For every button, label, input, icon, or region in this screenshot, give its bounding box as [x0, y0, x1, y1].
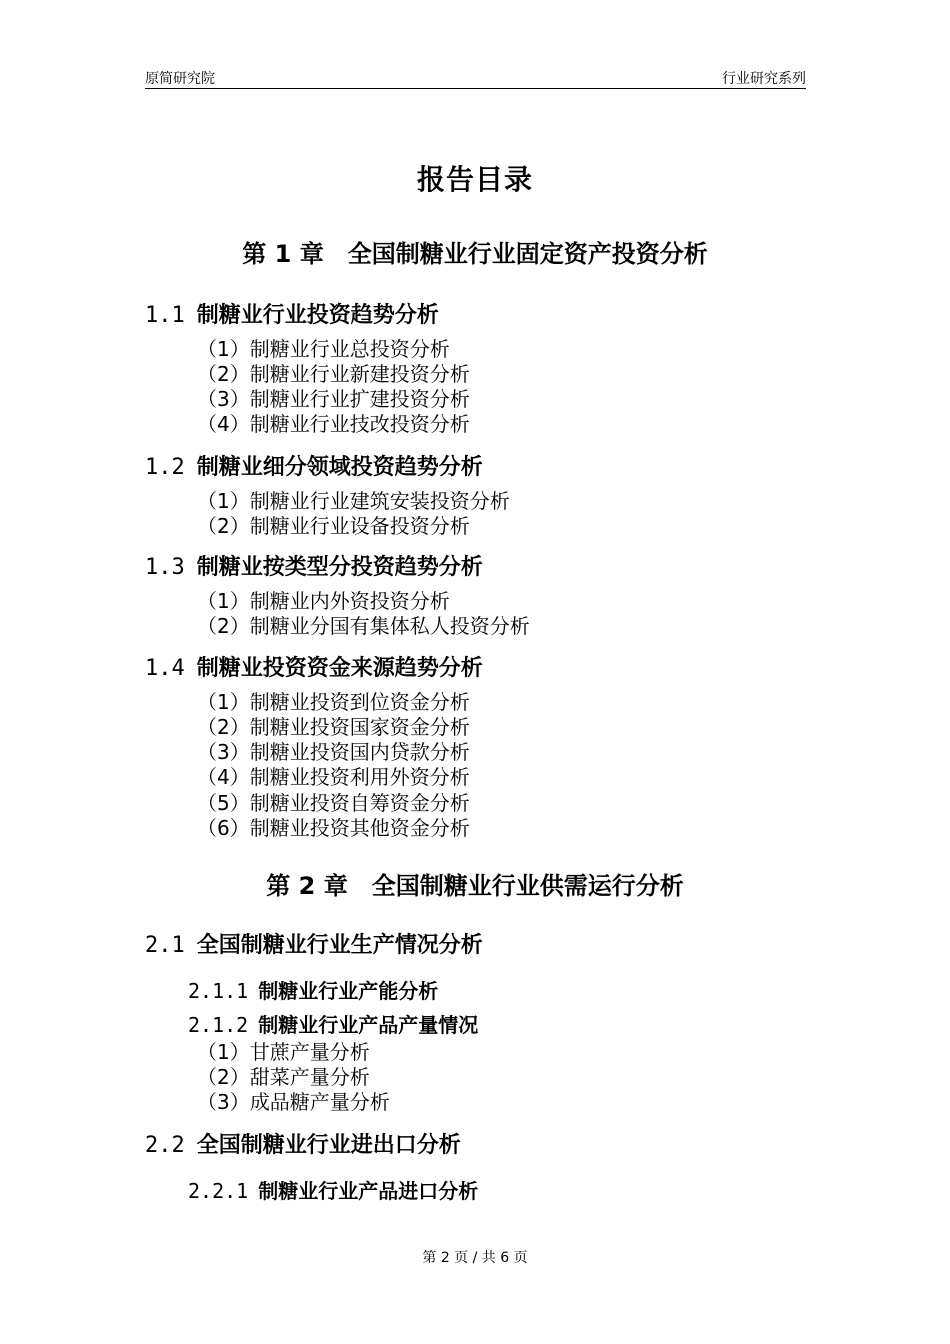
section-title: 全国制糖业行业进出口分析	[196, 1133, 461, 1158]
section-title: 全国制糖业行业生产情况分析	[196, 933, 483, 958]
page-title: 报告目录	[416, 163, 533, 196]
section-1-2-heading	[145, 450, 483, 481]
section-title: 制糖业细分领域投资趋势分析	[196, 455, 483, 480]
section-1-4-heading	[145, 651, 483, 682]
toc-item: （1）甘蔗产量分析	[197, 1040, 370, 1064]
toc-item: （2）制糖业分国有集体私人投资分析	[197, 614, 530, 638]
section-1-3-heading	[145, 550, 483, 581]
toc-item: （6）制糖业投资其他资金分析	[197, 816, 470, 840]
section-number: 1.4	[145, 656, 185, 681]
toc-item: （4）制糖业行业技改投资分析	[197, 412, 470, 436]
section-title: 制糖业行业投资趋势分析	[196, 303, 439, 328]
toc-item: （2）制糖业行业设备投资分析	[197, 514, 470, 538]
chapter-1-heading: 第 1 章 全国制糖业行业固定资产投资分析	[242, 240, 708, 268]
toc-item: （1）制糖业投资到位资金分析	[197, 690, 470, 714]
page-number: 第 2 页 / 共 6 页	[422, 1250, 528, 1266]
subsection-number: 2.1.2	[188, 1013, 249, 1037]
section-number: 2.1	[145, 933, 185, 958]
section-2-2-heading	[145, 1128, 461, 1159]
toc-item: （3）成品糖产量分析	[197, 1090, 390, 1114]
section-title: 制糖业按类型分投资趋势分析	[196, 555, 483, 580]
subsection-number: 2.1.1	[188, 979, 249, 1003]
toc-item: （1）制糖业行业建筑安装投资分析	[197, 489, 510, 513]
toc-item: （4）制糖业投资利用外资分析	[197, 765, 470, 789]
subsection-2-2-1-heading	[188, 1175, 478, 1204]
section-title: 制糖业投资资金来源趋势分析	[196, 656, 483, 681]
subsection-number: 2.2.1	[188, 1179, 249, 1203]
toc-item: （1）制糖业内外资投资分析	[197, 589, 450, 613]
section-1-1-heading	[145, 298, 439, 329]
section-number: 1.3	[145, 555, 185, 580]
section-2-1-heading	[145, 928, 483, 959]
header-series: 行业研究系列	[722, 71, 806, 87]
subsection-2-1-1-heading	[188, 975, 438, 1004]
toc-item: （5）制糖业投资自筹资金分析	[197, 791, 470, 815]
section-number: 1.1	[145, 303, 185, 328]
section-number: 1.2	[145, 455, 185, 480]
subsection-title: 制糖业行业产品进口分析	[258, 1179, 479, 1203]
section-number: 2.2	[145, 1133, 185, 1158]
chapter-2-heading: 第 2 章 全国制糖业行业供需运行分析	[266, 872, 684, 900]
toc-item: （3）制糖业投资国内贷款分析	[197, 740, 470, 764]
toc-item: （1）制糖业行业总投资分析	[197, 337, 450, 361]
header-divider	[145, 88, 806, 89]
toc-item: （2）制糖业投资国家资金分析	[197, 715, 470, 739]
subsection-2-1-2-heading	[188, 1009, 478, 1038]
subsection-title: 制糖业行业产品产量情况	[258, 1013, 479, 1037]
header-organization: 原简研究院	[145, 71, 215, 87]
toc-item: （3）制糖业行业扩建投资分析	[197, 387, 470, 411]
toc-item: （2）甜菜产量分析	[197, 1065, 370, 1089]
toc-item: （2）制糖业行业新建投资分析	[197, 362, 470, 386]
subsection-title: 制糖业行业产能分析	[258, 979, 439, 1003]
